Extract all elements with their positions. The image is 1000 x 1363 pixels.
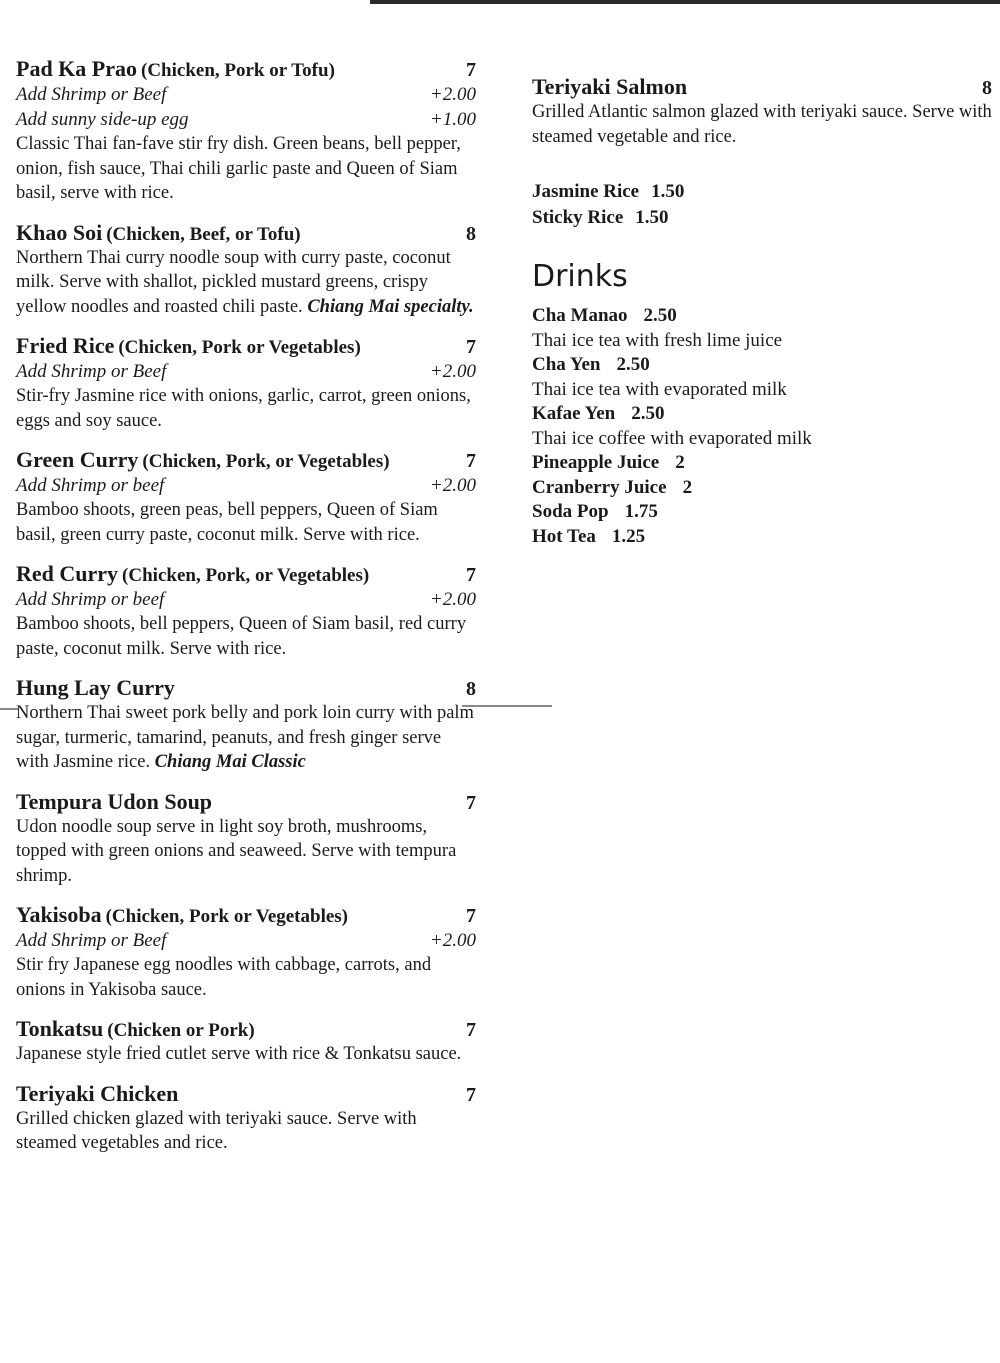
- item-options: (Chicken or Pork): [107, 1020, 255, 1041]
- item-header: [16, 1081, 476, 1107]
- drink-description: Thai ice coffee with evaporated milk: [532, 427, 812, 449]
- menu-item: [16, 220, 476, 320]
- menu-item: [16, 675, 476, 775]
- drink-name: Kafae Yen: [532, 403, 616, 424]
- addon-label: Add Shrimp or beef: [16, 589, 165, 610]
- drink-name: Soda Pop: [532, 501, 609, 522]
- item-price: 8: [466, 222, 476, 245]
- item-title: [16, 561, 369, 587]
- item-price: 7: [466, 905, 476, 927]
- item-price: 7: [466, 564, 476, 586]
- drink-item: [532, 525, 992, 550]
- drink-price: 2.50: [616, 354, 650, 375]
- addon-row: [16, 359, 476, 384]
- right-menu-column: [532, 74, 992, 549]
- menu-item: [16, 1081, 476, 1156]
- item-price: 7: [466, 336, 476, 358]
- item-header: [16, 220, 476, 246]
- item-options: (Chicken, Pork or Vegetables): [105, 906, 349, 927]
- drink-item: [532, 476, 992, 501]
- addon-price: +2.00: [429, 84, 476, 105]
- addon-label: Add Shrimp or Beef: [16, 84, 167, 105]
- addon-price: +2.00: [429, 930, 476, 951]
- item-description-text: Bamboo shoots, green peas, bell peppers, Queen of Siam basil, green curry paste, coconut milk. Serve with rice.: [16, 500, 438, 545]
- item-header: [16, 447, 476, 473]
- addon-row: [16, 928, 476, 953]
- item-description-text: Stir fry Japanese egg noodles with cabbage, carrots, and onions in Yakisoba sauce.: [16, 955, 432, 1000]
- drink-price: 2.50: [643, 305, 677, 326]
- item-description: [16, 815, 476, 889]
- addon-price: +2.00: [429, 361, 476, 382]
- item-name: Teriyaki Salmon: [532, 74, 688, 99]
- side-name: Jasmine Rice: [532, 181, 640, 202]
- side-item: [532, 205, 992, 231]
- drink-name: Cranberry Juice: [532, 476, 667, 498]
- item-description-text: Bamboo shoots, bell peppers, Queen of Siam basil, red curry paste, coconut milk. Serve with rice.: [16, 614, 467, 659]
- addon-label: Add Shrimp or beef: [16, 475, 165, 496]
- item-description-text: Classic Thai fan-fave stir fry dish. Green beans, bell pepper, onion, fish sauce, Thai chili garlic paste and Queen of Siam basil, serve with rice.: [16, 134, 461, 203]
- menu-item: [16, 561, 476, 661]
- addon-price: +2.00: [429, 475, 476, 496]
- item-specialty-note: Chiang Mai specialty.: [307, 296, 474, 317]
- item-description: [16, 246, 476, 320]
- item-title: [16, 1016, 255, 1042]
- menu-item-teriyaki-salmon: [532, 74, 992, 149]
- item-name: Yakisoba: [16, 902, 102, 927]
- addon-label: Add Shrimp or Beef: [16, 361, 167, 382]
- side-price: 1.50: [651, 181, 685, 202]
- menu-item: [16, 447, 476, 547]
- menu-item: [16, 1016, 476, 1067]
- drink-name: Pineapple Juice: [532, 452, 660, 473]
- drink-price: 2.50: [631, 403, 665, 424]
- item-price: 8: [982, 77, 992, 99]
- item-header: [16, 333, 476, 359]
- item-header: [16, 56, 476, 82]
- addon-row: [16, 107, 476, 132]
- item-title: [16, 675, 175, 701]
- addon-row: [16, 473, 476, 498]
- left-menu-column: [16, 56, 476, 1170]
- item-name: Khao Soi: [16, 219, 103, 245]
- item-name: Teriyaki Chicken: [16, 1080, 179, 1106]
- addon-label: Add Shrimp or Beef: [16, 930, 167, 951]
- drink-item: [532, 451, 992, 476]
- item-title: [16, 1081, 178, 1107]
- item-header: [532, 74, 992, 100]
- item-price: 7: [466, 450, 476, 472]
- item-price: 7: [466, 1083, 476, 1106]
- item-description: [16, 384, 476, 433]
- drink-price: 2: [675, 452, 685, 473]
- addon-row: [16, 587, 476, 612]
- drinks-list: [532, 304, 992, 549]
- drink-name: Cha Yen: [532, 354, 601, 375]
- sides-list: [532, 179, 992, 231]
- drink-name: Hot Tea: [532, 525, 596, 547]
- item-options: (Chicken, Pork, or Vegetables): [142, 451, 390, 472]
- item-description: [16, 132, 476, 206]
- item-description: [16, 953, 476, 1002]
- item-description-text: Japanese style fried cutlet serve with rice & Tonkatsu sauce.: [16, 1044, 462, 1064]
- item-name: Green Curry: [16, 447, 139, 472]
- drink-item: [532, 500, 992, 525]
- item-header: [16, 789, 476, 815]
- drink-name: Cha Manao: [532, 305, 628, 326]
- item-options: (Chicken, Pork or Vegetables): [118, 337, 361, 358]
- menu-item: [16, 789, 476, 889]
- item-name: Fried Rice: [16, 333, 115, 358]
- item-name: Tempura Udon Soup: [16, 788, 213, 814]
- item-description-text: Grilled chicken glazed with teriyaki sauce. Serve with steamed vegetables and rice.: [16, 1108, 417, 1153]
- item-name: Hung Lay Curry: [16, 675, 175, 700]
- item-description: [16, 612, 476, 661]
- item-description: Grilled Atlantic salmon glazed with teriyaki sauce. Serve with steamed vegetable and rice.: [532, 102, 992, 147]
- drink-item: [532, 353, 992, 378]
- item-price: 7: [466, 791, 476, 814]
- item-options: (Chicken, Beef, or Tofu): [106, 223, 301, 245]
- item-description: [16, 701, 476, 775]
- menu-item: [16, 333, 476, 433]
- item-options: (Chicken, Pork, or Vegetables): [122, 565, 370, 586]
- item-header: [16, 675, 476, 701]
- item-description-text: Northern Thai sweet pork belly and pork loin curry with palm sugar, turmeric, tamarind, peanuts, and fresh ginger serve with Jasmine rice.: [16, 703, 474, 772]
- drink-item: [532, 304, 992, 329]
- item-title: [16, 220, 301, 246]
- side-price: 1.50: [635, 207, 669, 228]
- item-name: Red Curry: [16, 561, 119, 586]
- item-price: 7: [466, 1019, 476, 1041]
- drink-price: 1.25: [611, 525, 646, 547]
- item-header: [16, 902, 476, 928]
- item-description-text: Northern Thai curry noodle soup with curry paste, coconut milk. Serve with shallot, pickled mustard greens, crispy yellow noodles and roasted chili paste.: [16, 247, 451, 317]
- menu-item: [16, 902, 476, 1002]
- item-title: [16, 902, 348, 928]
- item-options: (Chicken, Pork or Tofu): [141, 60, 335, 81]
- menu-item: [16, 56, 476, 206]
- item-name: Tonkatsu: [16, 1016, 104, 1041]
- drink-description: Thai ice tea with evaporated milk: [532, 378, 787, 400]
- drink-price: 2: [682, 476, 693, 498]
- drinks-heading: Drinks: [532, 259, 628, 294]
- side-item: [532, 179, 992, 205]
- item-title: [16, 447, 390, 473]
- item-description-text: Stir-fry Jasmine rice with onions, garlic, carrot, green onions, eggs and soy sauce.: [16, 386, 471, 431]
- drink-item: [532, 402, 992, 427]
- item-header: [16, 1016, 476, 1042]
- item-title: [16, 789, 212, 815]
- item-description: [16, 498, 476, 547]
- item-price: 7: [466, 59, 476, 81]
- item-title: [16, 333, 361, 359]
- item-description-text: Udon noodle soup serve in light soy broth, mushrooms, topped with green onions and seaweed. Serve with tempura shrimp.: [16, 816, 457, 886]
- item-description: [16, 1042, 476, 1067]
- item-header: [16, 561, 476, 587]
- addon-label: Add sunny side-up egg: [16, 109, 189, 130]
- scan-border-top: [370, 0, 1000, 4]
- addon-price: +2.00: [429, 589, 476, 610]
- addon-price: +1.00: [429, 109, 476, 130]
- item-price: 8: [466, 678, 476, 700]
- drink-price: 1.75: [624, 501, 658, 522]
- item-description: [16, 1107, 476, 1156]
- item-name: Pad Ka Prao: [16, 56, 137, 81]
- side-name: Sticky Rice: [532, 207, 624, 228]
- item-title: [16, 56, 335, 82]
- drink-description: Thai ice tea with fresh lime juice: [532, 329, 783, 351]
- item-specialty-note: Chiang Mai Classic: [154, 752, 306, 772]
- addon-row: [16, 82, 476, 107]
